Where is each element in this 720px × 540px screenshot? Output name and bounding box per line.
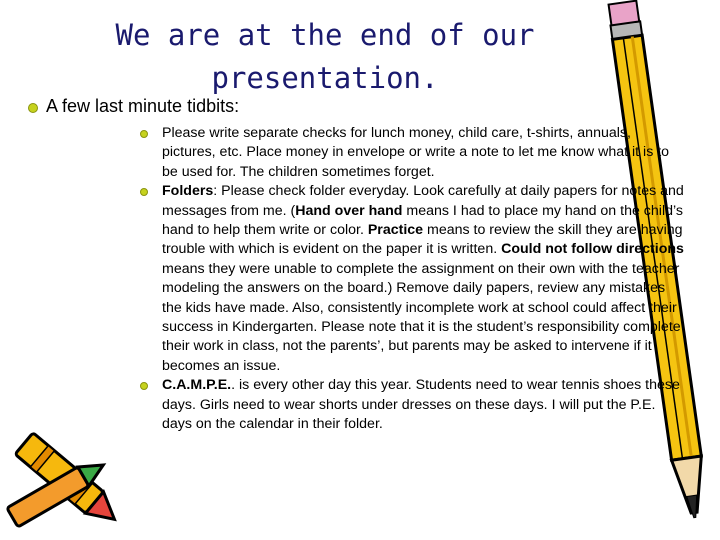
bullet-dot-icon: [140, 130, 148, 138]
crayon-icon: [0, 420, 140, 540]
checks-text: Please write separate checks for lunch money, child care, t-shirts, annuals, pictures, etc. Place money in envelope or write a note to let me know what it is to be used for. The children sometimes forget.: [162, 125, 670, 180]
campe-text: . is every other day this year. Students need to wear tennis shoes these days. Girls need to wear shorts under dresses on these days. I will put the P.E. days on the calendar in their folder.: [162, 377, 680, 433]
keyword-folders: Folders: [162, 183, 214, 200]
bullet-dot-icon: [140, 188, 148, 196]
list-item-checks: [140, 124, 688, 182]
folders-text-2: means I had to place my hand on the child’s hand to help them write or color.: [162, 202, 683, 239]
keyword-practice: Practice: [367, 222, 424, 239]
keyword-could-not-follow: Could not follow directions: [501, 241, 684, 258]
title-line-1: We are at the end of our: [115, 18, 535, 52]
folders-text-1: : Please check folder everyday. Look carefully at daily papers for notes and messages from me. (: [162, 183, 684, 219]
keyword-hand-over-hand: Hand over hand: [295, 202, 403, 219]
title-line-2: presentation.: [211, 61, 439, 95]
slide-title: [110, 14, 540, 100]
list-item-folders: [140, 182, 688, 376]
intro-text: A few last minute tidbits:: [46, 96, 240, 116]
sub-bullet-list: [140, 124, 688, 435]
keyword-campe: C.A.M.P.E.: [162, 377, 232, 394]
folders-text-3: means to review the skill they are having trouble with which is evident on the paper it is written.: [162, 222, 683, 258]
list-item-campe: [140, 376, 688, 434]
folders-text-4: means they were unable to complete the assignment on their own with the teacher modeling the answers on the board.) Remove daily papers, review any mistakes the kids have made. Also, consistently incomplete work at school could affect their success in Kindergarten. Please note that it is the student’s responsibility complete their work in class, not the parents’, but parents may be asked to intervene if it becomes an issue.: [162, 260, 681, 374]
bullet-dot-icon: [28, 103, 38, 113]
bullet-dot-icon: [140, 382, 148, 390]
